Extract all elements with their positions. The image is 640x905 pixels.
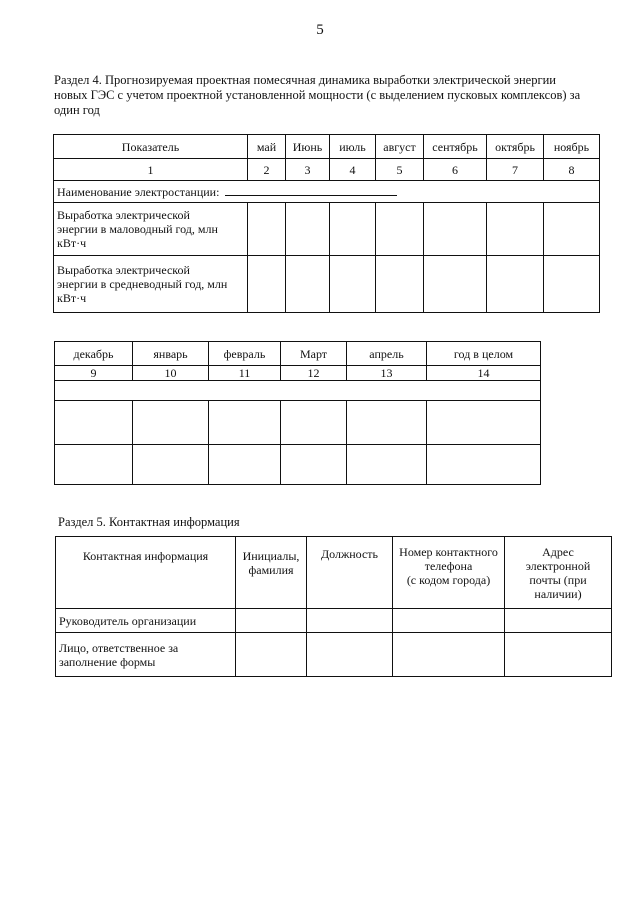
value-cell[interactable] [133,401,209,445]
section4-title-line: новых ГЭС с учетом проектной установленной мощности (с выделением пусковых комплексов) за [54,88,581,102]
value-cell[interactable] [286,256,330,313]
contact-info-table [55,536,612,677]
row-label-medium-water: Выработка электрической энергии в средневодный год, млн кВт·ч [54,256,248,313]
value-cell[interactable] [347,445,427,485]
col-header-month: июль [330,135,376,159]
column-number: 9 [55,366,133,381]
col-header-month: апрель [347,342,427,366]
column-number-row [54,159,600,181]
value-cell[interactable] [427,445,541,485]
value-cell[interactable] [376,203,424,256]
table-row [54,203,600,256]
value-cell[interactable] [424,203,487,256]
col-header-email: Адрес электронной почты (при наличии) [505,537,612,609]
forecast-table-december-year [54,341,541,485]
table-row [55,445,541,485]
value-cell[interactable] [424,256,487,313]
table-row [56,633,612,677]
table-row [56,609,612,633]
value-cell[interactable] [544,256,600,313]
col-header-phone: Номер контактного телефона (с кодом города) [393,537,505,609]
section4-title-line: один год [54,103,100,117]
column-number: 7 [487,159,544,181]
value-cell[interactable] [209,401,281,445]
col-header-month: сентябрь [424,135,487,159]
col-header-contact-info: Контактная информация [56,537,236,609]
value-cell[interactable] [393,633,505,677]
value-cell[interactable] [487,203,544,256]
value-cell[interactable] [393,609,505,633]
station-name-cell[interactable] [55,381,541,401]
column-number: 12 [281,366,347,381]
page-number: 5 [316,22,324,38]
station-name-cell [54,181,600,203]
station-name-label: Наименование электростанции: [57,185,220,199]
row-label-low-water: Выработка электрической энергии в маловодный год, млн кВт·ч [54,203,248,256]
station-name-blank[interactable] [225,184,397,196]
forecast-table-may-november [53,134,600,313]
column-number: 11 [209,366,281,381]
value-cell[interactable] [209,445,281,485]
col-header-month: Июнь [286,135,330,159]
col-header-name: Инициалы, фамилия [236,537,307,609]
table-row [55,401,541,445]
row-label-responsible-person: Лицо, ответственное за заполнение формы [56,633,236,677]
table-header-row [54,135,600,159]
value-cell[interactable] [307,609,393,633]
col-header-month: Март [281,342,347,366]
col-header-position: Должность [307,537,393,609]
value-cell[interactable] [248,203,286,256]
value-cell[interactable] [505,633,612,677]
value-cell[interactable] [236,609,307,633]
value-cell[interactable] [544,203,600,256]
value-cell[interactable] [330,256,376,313]
column-number: 2 [248,159,286,181]
col-header-month: октябрь [487,135,544,159]
col-header-month: ноябрь [544,135,600,159]
col-header-month: май [248,135,286,159]
section5-title: Раздел 5. Контактная информация [58,515,240,529]
table-row [54,256,600,313]
value-cell[interactable] [281,401,347,445]
column-number: 13 [347,366,427,381]
value-cell[interactable] [347,401,427,445]
value-cell[interactable] [133,445,209,485]
value-cell[interactable] [330,203,376,256]
station-name-row [55,381,541,401]
col-header-month: февраль [209,342,281,366]
row-label-head-of-organization: Руководитель организации [56,609,236,633]
station-name-row [54,181,600,203]
value-cell[interactable] [505,609,612,633]
column-number: 10 [133,366,209,381]
column-number-row [55,366,541,381]
value-cell[interactable] [281,445,347,485]
col-header-year: год в целом [427,342,541,366]
value-cell[interactable] [248,256,286,313]
section4-title-line: Раздел 4. Прогнозируемая проектная помесячная динамика выработки электрической энергии [54,73,556,87]
col-header-indicator: Показатель [54,135,248,159]
value-cell[interactable] [236,633,307,677]
table-header-row [55,342,541,366]
table-header-row [56,537,612,609]
value-cell[interactable] [55,401,133,445]
column-number: 1 [54,159,248,181]
value-cell[interactable] [55,445,133,485]
column-number: 5 [376,159,424,181]
column-number: 4 [330,159,376,181]
value-cell[interactable] [307,633,393,677]
column-number: 14 [427,366,541,381]
column-number: 6 [424,159,487,181]
value-cell[interactable] [427,401,541,445]
value-cell[interactable] [286,203,330,256]
col-header-month: август [376,135,424,159]
column-number: 3 [286,159,330,181]
col-header-month: январь [133,342,209,366]
value-cell[interactable] [376,256,424,313]
value-cell[interactable] [487,256,544,313]
column-number: 8 [544,159,600,181]
section4-title [54,73,614,118]
col-header-month: декабрь [55,342,133,366]
